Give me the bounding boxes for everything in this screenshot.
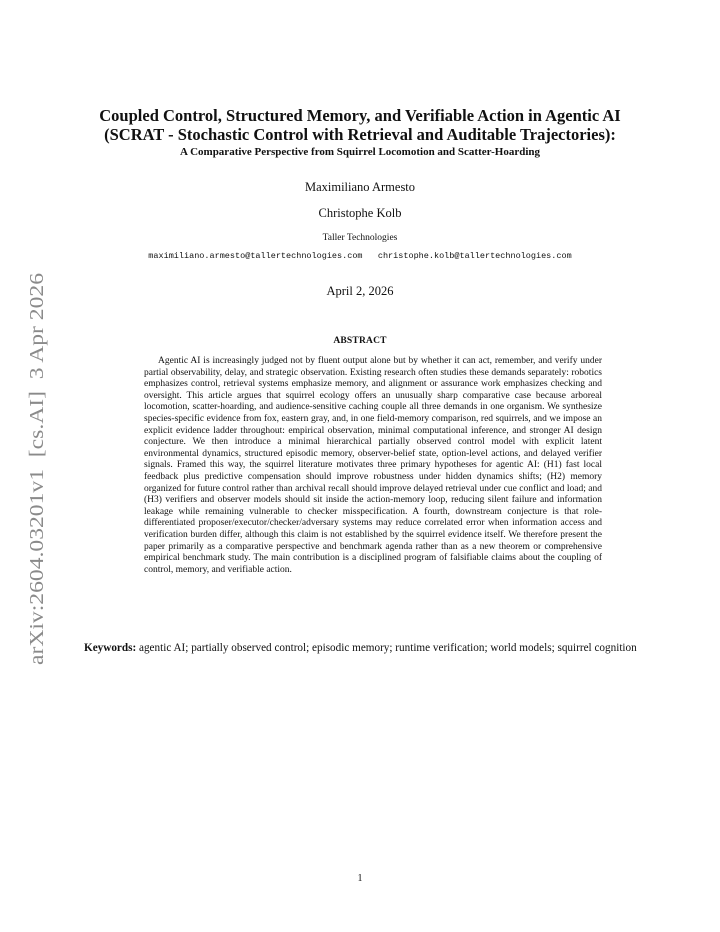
- keywords-section: [84, 641, 640, 655]
- abstract-body: Agentic AI is increasingly judged not by fluent output alone but by whether it can act, remember, and verify under partial observability, delay, and strategic observation. Existing research often studies these demands separately: robotics emphasizes control, retrieval systems emphasize memory, and alignment or assurance work emphasizes checking and oversight. This article argues that squirrel ecology offers an unusually sharp comparative case because arboreal locomotion, scatter-hoarding, and audience-sensitive caching couple all three demands in one organism. We synthesize species-specific evidence from fox, eastern gray, and, in one field-memory comparison, red squirrels, and we impose an explicit evidence ladder throughout: empirical observation, minimal computational inference, and stronger AI design conjecture. We then introduce a minimal hierarchical partially observed control model with explicit latent environmental dynamics, structured episodic memory, observer-belief state, option-level actions, and delayed verifier signals. Framed this way, the squirrel literature motivates three primary hypotheses for agentic AI: (H1) fast local feedback plus predictive compensation should improve robustness under hidden dynamics shifts; (H2) memory organized for future control rather than archival recall should improve delayed retrieval under cue conflict and load; and (H3) verifiers and observer models should sit inside the action-memory loop, reducing silent failure and information leakage while remaining vulnerable to checker misspecification. A fourth, downstream conjecture is that role-differentiated proposer/executor/checker/adversary systems may reduce correlated error when information access and verification burden differ, although this claim is not established by the squirrel evidence itself. We therefore present the paper primarily as a comparative perspective and benchmark agenda rather than as a new theorem or comprehensive empirical benchmark study. The main contribution is a disciplined program of falsifiable claims about the coupling of control, memory, and verifiable action.: [144, 356, 602, 575]
- paper-title: [70, 106, 650, 144]
- arxiv-identifier-stamp: [22, 270, 50, 665]
- paper-subtitle: A Comparative Perspective from Squirrel Locomotion and Scatter-Hoarding: [180, 146, 540, 158]
- author-name-1: Maximiliano Armesto: [304, 180, 416, 194]
- author-affiliation: Taller Technologies: [322, 233, 398, 243]
- page-number: 1: [357, 873, 363, 884]
- title-line-1: Coupled Control, Structured Memory, and Verifiable Action in Agentic AI: [99, 106, 621, 125]
- author-name-2: Christophe Kolb: [318, 206, 402, 220]
- publication-date: April 2, 2026: [326, 284, 394, 298]
- author-email-2[interactable]: christophe.kolb@tallertechnologies.com: [377, 251, 572, 261]
- keywords-label: Keywords:: [84, 642, 137, 654]
- keywords-list: agentic AI; partially observed control; episodic memory; runtime verification; world models; squirrel cognition: [139, 642, 637, 654]
- title-line-2: (SCRAT - Stochastic Control with Retrieval and Auditable Trajectories):: [104, 125, 616, 144]
- arxiv-identifier-text: arXiv:2604.03201v1 [cs.AI] 3 Apr 2026: [26, 324, 48, 665]
- author-emails: [0, 251, 720, 262]
- abstract-heading: ABSTRACT: [333, 336, 387, 346]
- author-email-1[interactable]: maximiliano.armesto@tallertechnologies.com: [148, 251, 363, 261]
